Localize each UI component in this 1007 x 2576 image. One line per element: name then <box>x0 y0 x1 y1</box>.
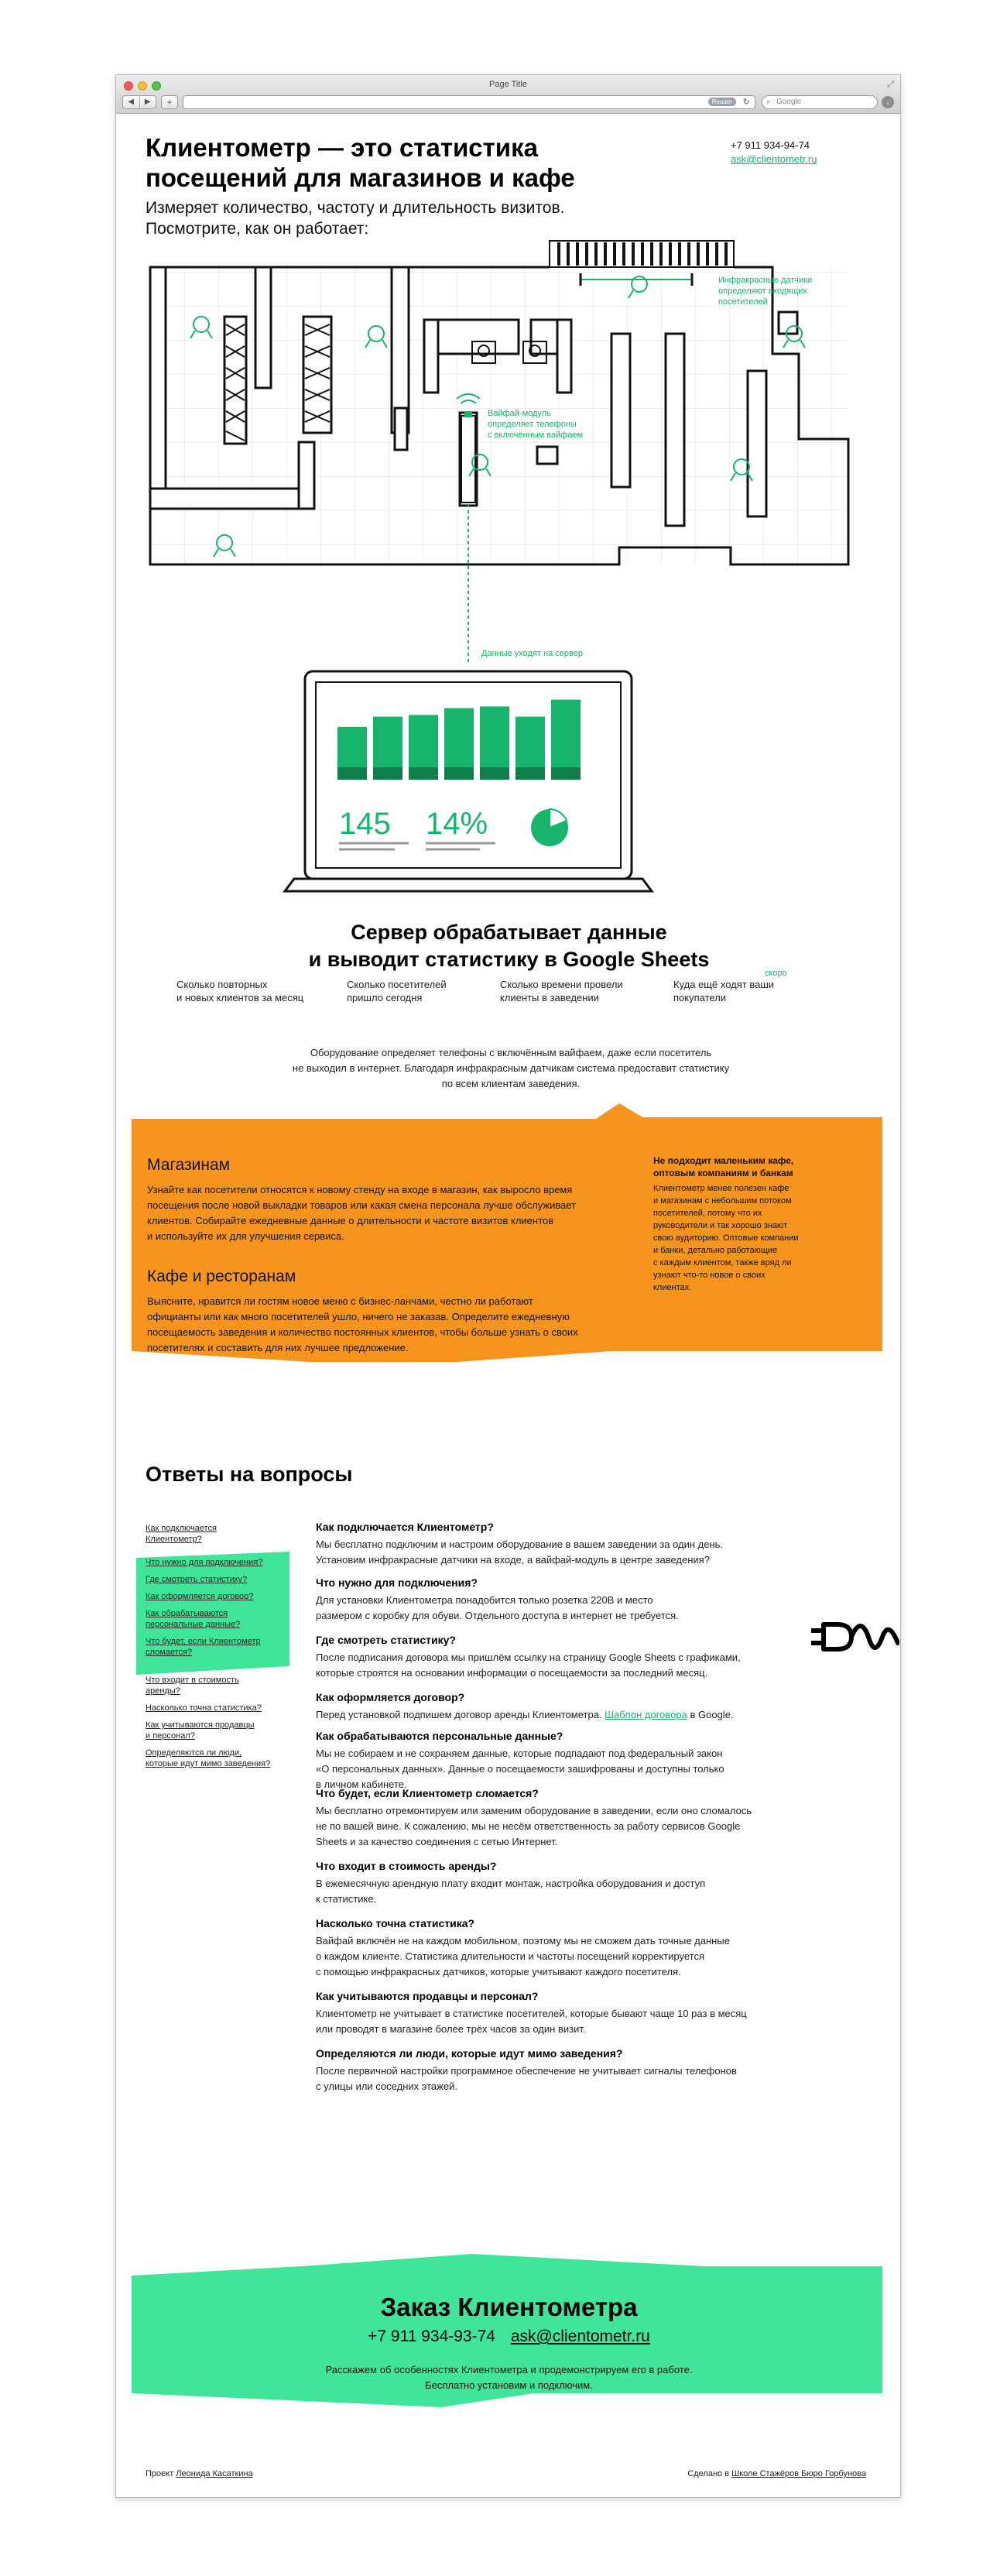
faq-nav-item[interactable] <box>146 1703 285 1713</box>
faq-answer-line: Мы не собираем и не сохраняем данные, которые подпадают под федеральный закон <box>316 1748 723 1759</box>
search-placeholder: Google <box>776 98 802 106</box>
chart-bar-segment <box>480 767 509 780</box>
cafe-text <box>147 1294 642 1356</box>
browser-toolbar <box>116 75 900 114</box>
metrics-row <box>176 978 842 1017</box>
page-title-line: посещений для магазинов и кафе <box>146 163 575 192</box>
page-title-line: Клиентометр — это статистика <box>146 133 538 162</box>
metric-line: пришло сегодня <box>347 992 423 1003</box>
faq-answer-line: размером с коробку для обуви. Отдельного доступа в интернет не требуется. <box>316 1610 679 1621</box>
forward-arrow-icon[interactable]: ▶ <box>139 96 156 108</box>
new-tab-button[interactable]: + <box>161 95 178 109</box>
stat-percent: 14% <box>426 807 488 841</box>
order-contacts <box>116 2327 901 2346</box>
metric-line: Сколько посетителей <box>347 979 447 990</box>
faq-nav-line: Клиентометр? <box>146 1535 202 1544</box>
server-description <box>232 1045 790 1092</box>
text-line: оптовым компаниям и банкам <box>653 1168 793 1178</box>
faq-question: Как учитываются продавцы и персонал? <box>316 1990 539 2002</box>
server-title-line: и выводит статистику в Google Sheets <box>308 948 710 971</box>
laptop <box>285 671 652 891</box>
cafe-heading: Кафе и ресторанам <box>147 1267 296 1285</box>
metric-item <box>673 978 774 1004</box>
faq-question: Как оформляется договор? <box>316 1691 465 1703</box>
metric-line: Сколько повторных <box>176 979 268 990</box>
faq-answer-line: «О персональных данных». Данные о посещаемости зашифрованы и доступны только <box>316 1763 724 1775</box>
chart-bar-segment <box>444 767 474 780</box>
browser-window <box>115 74 901 2498</box>
window-title: Page Title <box>489 80 527 89</box>
faq-question: Насколько точна статистика? <box>316 1917 475 1929</box>
faq-answer-line: Клиентометр не учитывает в статистике посетителей, которые бывают чаще 10 раз в месяц <box>316 2008 747 2019</box>
text-line: посетителях и составить для них лучшее предложение. <box>147 1342 409 1353</box>
shops-heading: Магазинам <box>147 1156 231 1174</box>
faq-nav-item[interactable] <box>146 1608 285 1630</box>
order-email-link[interactable]: ask@clientometr.ru <box>510 2327 650 2345</box>
text-line: с каждым клиентом, также вряд ли <box>653 1258 792 1267</box>
text-line: и магазинам с небольшим потоком <box>653 1196 792 1206</box>
metric-line: Сколько времени провели <box>500 979 623 990</box>
author-link[interactable]: Леонида Касаткина <box>176 2469 253 2478</box>
metric-item <box>347 978 447 1004</box>
faq-answer-text: Перед установкой подпишем договор аренды Клиентометра. <box>316 1709 605 1720</box>
downloads-icon[interactable]: ↓ <box>882 96 894 108</box>
faq-answer-line: или проводят в магазине более трёх часов за один визит. <box>316 2023 586 2035</box>
text-line: Выясните, нравится ли гостям новое меню с бизнес-ланчами, честно ли работают <box>147 1295 533 1307</box>
order-title: Заказ Клиентометра <box>380 2293 638 2321</box>
faq-nav-line: персональные данные? <box>146 1620 241 1629</box>
text-line: Узнайте как посетители относятся к новому стенду на входе в магазин, как выросло время <box>147 1184 573 1195</box>
faq-answer <box>316 1650 796 1681</box>
faq-nav-line: Что нужно для подключения? <box>146 1558 263 1567</box>
desc-line: по всем клиентам заведения. <box>441 1078 581 1089</box>
search-input[interactable] <box>762 95 878 109</box>
metric-line: Куда ещё ходят ваши <box>673 979 775 990</box>
ir-note: определяют входящих <box>718 286 807 296</box>
text-line: Расскажем об особенностях Клиентометра и продемонстрируем его в работе. <box>325 2364 693 2375</box>
faq-nav-line: Определяются ли люди, <box>146 1748 242 1758</box>
footer-credits <box>146 2469 253 2478</box>
faq-answer-line: Для установки Клиентометра понадобится только розетка 220В и место <box>316 1594 653 1606</box>
metric-line: клиенты в заведении <box>500 992 599 1003</box>
faq-nav-line: Как учитываются продавцы <box>146 1720 255 1730</box>
faq-question: Что будет, если Клиентометр сломается? <box>316 1787 539 1799</box>
faq-answer-line: Установим инфракрасные датчики на входе, а вайфай-модуль в центре заведения? <box>316 1554 710 1566</box>
wifi-note: определяет телефоны <box>488 420 577 429</box>
chart-bar-segment <box>551 767 581 780</box>
metric-item <box>500 978 623 1004</box>
header-phone: +7 911 934-94-74 <box>731 139 810 151</box>
faq-question: Определяются ли люди, которые идут мимо заведения? <box>316 2047 623 2060</box>
faq-answer-line: Мы бесплатно подключим и настроим оборудование в вашем заведении за один день. <box>316 1538 724 1550</box>
text-line: свою аудиторию. Оптовые компании <box>653 1233 799 1243</box>
faq-title: Ответы на вопросы <box>146 1463 353 1486</box>
shops-text <box>147 1182 642 1244</box>
faq-answer-line: не по вашей вине. К сожалению, мы не несём ответственность за работу сервисов Google <box>316 1820 741 1832</box>
faq-question: Как подключается Клиентометр? <box>316 1521 494 1533</box>
fullscreen-icon[interactable]: ⤢ <box>887 80 894 89</box>
faq-answer-line: После подписания договора мы пришлём ссылку на страницу Google Sheets с графиками, <box>316 1652 741 1663</box>
faq-answer-line: которые строятся на основании информации о посещаемости за последний месяц. <box>316 1667 708 1679</box>
faq-answer-line: Вайфай включён не на каждом мобильном, поэтому мы не сможем дать точные данные <box>316 1935 730 1947</box>
faq-question: Где смотреть статистику? <box>316 1634 456 1646</box>
text-line: Клиентометр менее полезен кафе <box>653 1184 790 1193</box>
faq-nav-item[interactable] <box>146 1574 285 1585</box>
metric-line: покупатели <box>673 992 727 1003</box>
side-note-heading <box>653 1154 843 1179</box>
text-line: официанты или как много посетителей ушло, ничего не заказав. Определите ежедневную <box>147 1311 570 1322</box>
desc-line: не выходил в интернет. Благодаря инфракрасным датчикам система предоставит статистику <box>292 1062 730 1074</box>
text-line: посещаемость заведения и количество постоянных клиентов, чтобы больше узнать о своих <box>147 1326 578 1338</box>
back-arrow-icon[interactable]: ◀ <box>128 98 135 106</box>
wifi-note: с включённым вайфаем <box>488 430 584 440</box>
faq-answer <box>316 1876 796 1907</box>
faq-nav-line: Как оформляется договор? <box>146 1592 254 1601</box>
faq-nav-line: Где смотреть статистику? <box>146 1575 248 1584</box>
metric-item <box>176 978 303 1004</box>
text-line: узнают что-то новое о своих <box>653 1271 766 1280</box>
faq-answer <box>316 2063 796 2094</box>
footer-text: Проект <box>146 2469 176 2478</box>
faq-nav-item[interactable] <box>146 1523 285 1545</box>
order-text <box>116 2362 901 2393</box>
search-icon: ⌕ <box>766 98 771 106</box>
faq-answer-line: Мы бесплатно отремонтируем или заменим оборудование в заведении, если оно сломалось <box>316 1805 752 1816</box>
footer-text: Сделано в <box>687 2469 732 2478</box>
text-line: посещения после новой выкладки товаров или какая смена персонала лучше обслуживает <box>147 1199 577 1211</box>
stat-visits: 145 <box>339 807 391 841</box>
lead-line: Измеряет количество, частоту и длительность визитов. <box>146 199 565 217</box>
text-line: и используйте их для улучшения сервиса. <box>147 1230 344 1242</box>
history-buttons <box>122 95 156 109</box>
reader-button[interactable]: Reader <box>708 98 736 106</box>
header-contacts <box>731 139 817 166</box>
faq-nav-line: Как обрабатываются <box>146 1609 228 1618</box>
wifi-note: Вайфай-модуль <box>488 409 551 418</box>
faq-question: Что входит в стоимость аренды? <box>316 1860 497 1872</box>
text-line: Бесплатно установим и подключим. <box>425 2379 593 2391</box>
faq-question: Как обрабатываются персональные данные? <box>316 1730 563 1742</box>
soon-label: скоро <box>765 969 787 978</box>
chart-bar-segment <box>337 767 367 780</box>
faq-nav-line: аренды? <box>146 1686 180 1696</box>
faq-answer <box>316 2006 796 2037</box>
desc-line: Оборудование определяет телефоны с включённым вайфаем, даже если посетитель <box>310 1047 712 1058</box>
faq-answer-line: После первичной настройки программное обеспечение не учитывает сигналы телефонов <box>316 2065 737 2077</box>
faq-nav-item[interactable] <box>146 1675 285 1696</box>
order-phone: +7 911 934-93-74 <box>368 2327 495 2345</box>
faq-answer-text: в Google. <box>687 1709 734 1720</box>
contract-template-link[interactable]: Шаблон договора <box>605 1709 687 1720</box>
faq-answer-line: в личном кабинете. <box>316 1779 407 1790</box>
ir-note: Инфракрасные датчики <box>718 276 813 285</box>
text-line: и банки, детально работающие <box>653 1246 778 1255</box>
ir-note: посетителей <box>718 297 768 307</box>
chart-bar-segment <box>373 767 402 780</box>
faq-answer-line: с улицы или соседних этажей. <box>316 2080 457 2092</box>
footer-school <box>687 2469 866 2478</box>
side-note-text <box>653 1182 843 1294</box>
faq-answer <box>316 1593 796 1624</box>
page-title <box>146 132 687 193</box>
lead-line: Посмотрите, как он работает: <box>146 220 369 238</box>
faq-nav-line: которые идут мимо заведения? <box>146 1759 271 1768</box>
faq-answer-line: Sheets и за качество соединения с сетью Интернет. <box>316 1836 558 1847</box>
faq-answer <box>316 1707 796 1723</box>
school-link[interactable]: Школе Стажёров Бюро Горбунова <box>731 2469 866 2478</box>
faq-answer-line: с помощью инфракрасных датчиков, которые учитывают каждого посетителя. <box>316 1966 681 1977</box>
faq-nav-item[interactable] <box>146 1557 285 1568</box>
page-lead <box>146 197 641 239</box>
page-content <box>116 114 901 2498</box>
faq-nav-line: Что будет, если Клиентометр <box>146 1637 261 1646</box>
faq-nav-item[interactable] <box>146 1748 285 1769</box>
address-bar[interactable] <box>183 95 755 109</box>
faq-nav-line: Как подключается <box>146 1524 217 1533</box>
chart-bar-segment <box>515 767 545 780</box>
pie-chart <box>531 809 568 846</box>
faq-answer <box>316 1803 796 1850</box>
faq-nav-item[interactable] <box>146 1636 285 1658</box>
text-line: клиентах. <box>653 1283 692 1292</box>
faq-answer-line: к статистике. <box>316 1893 377 1905</box>
text-line: клиентов. Собирайте ежедневные данные о длительности и частоте визитов клиентов <box>147 1215 554 1226</box>
chart-bar-segment <box>409 767 438 780</box>
reload-icon[interactable]: ↻ <box>742 98 750 107</box>
text-line: руководители и так хорошо знают <box>653 1221 788 1230</box>
faq-answer <box>316 1537 796 1568</box>
faq-nav-line: сломается? <box>146 1648 193 1657</box>
faq-nav-line: Что входит в стоимость <box>146 1676 239 1685</box>
header-email-link[interactable]: ask@clientometr.ru <box>731 153 817 165</box>
faq-nav-item[interactable] <box>146 1720 285 1741</box>
faq-question: Что нужно для подключения? <box>316 1576 478 1589</box>
faq-nav-line: и персонал? <box>146 1731 195 1741</box>
faq-nav-item[interactable] <box>146 1591 285 1602</box>
faq-answer-line: В ежемесячную арендную плату входит монтаж, настройка оборудования и доступ <box>316 1878 706 1889</box>
server-note: Данные уходят на сервер <box>481 649 583 658</box>
plug-icon <box>807 1620 899 1666</box>
server-title-line: Сервер обрабатывает данные <box>351 921 667 944</box>
faq-answer <box>316 1933 796 1980</box>
faq-answer-line: о каждом клиенте. Статистика длительности и частоты посещений корректируется <box>316 1950 704 1962</box>
entrance <box>550 241 734 267</box>
text-line: Не подходит маленьким кафе, <box>653 1155 794 1166</box>
faq-nav-line: Насколько точна статистика? <box>146 1703 262 1713</box>
metric-line: и новых клиентов за месяц <box>176 992 304 1003</box>
server-title <box>116 919 901 973</box>
faq-answer <box>316 1746 796 1792</box>
text-line: посетителей, потому что их <box>653 1209 762 1218</box>
